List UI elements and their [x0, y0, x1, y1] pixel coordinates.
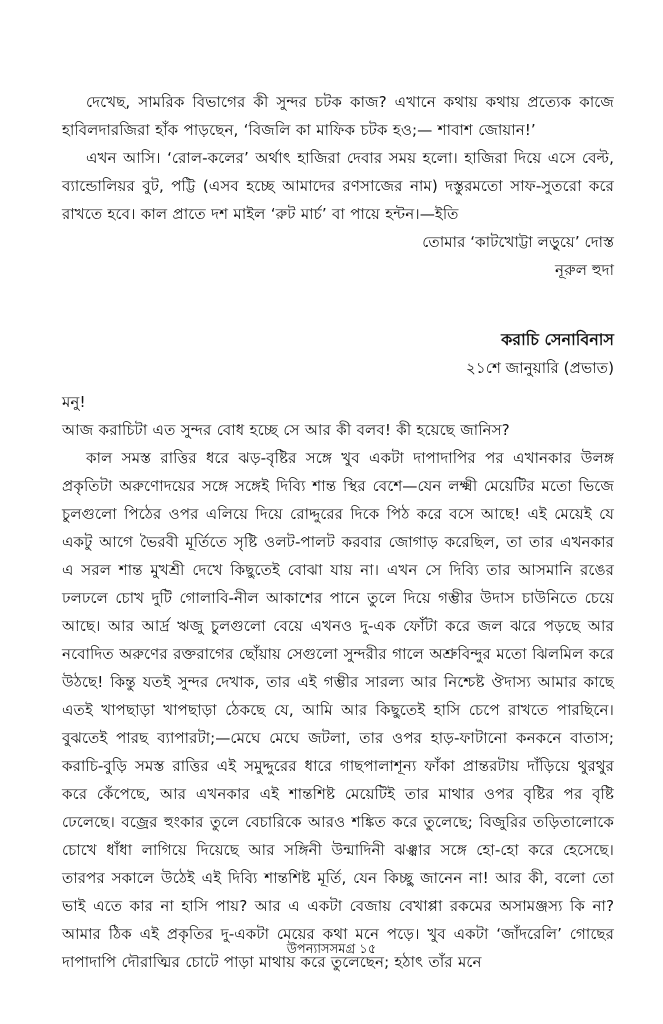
letter-two	[62, 326, 614, 976]
page-footer: উপন্যাসসমগ্র ১৫	[286, 942, 377, 957]
letter-one-closing: তোমার ‘কাটখোট্টা লড়ুয়ে’ দোস্ত	[422, 233, 614, 251]
letter-one-paragraph-1: দেখেছ, সামরিক বিভাগের কী সুন্দর চটক কাজ? এখানে কথায় কথায় প্রত্যেক কাজে হাবিলদারজিরা হাঁক পাড়ছেন, ‘বিজলি কা মাফিক চটক হও;— শাবাশ জোয়ান!’	[62, 93, 614, 139]
letter-two-heading: করাচি সেনাবিনাস	[501, 330, 614, 349]
letter-one	[62, 88, 614, 284]
letter-two-body: কাল সমস্ত রাত্তির ধরে ঝড়-বৃষ্টির সঙ্গে খুব একটা দাপাদাপির পর এখানকার উলঙ্গ প্রকৃতিটা অরুণোদয়ের সঙ্গে সঙ্গেই দিব্যি শান্ত স্থির বেশে—যেন লক্ষ্মী মেয়েটির মতো ভিজে চুলগুলো পিঠের ওপর এলিয়ে দিয়ে রোদ্দুরের দিকে পিঠ করে বসে আছে! এই মেয়েই যে একটু আগে ভৈরবী মূর্তিতে সৃষ্টি ওলট-পালট করবার জোগাড় করেছিল, তা তার এখনকার এ সরল শান্ত মুখশ্রী দেখে কিছুতেই বোঝা যায় না। এখন সে দিব্যি তার আসমানি রঙের ঢলঢলে চোখ দুটি গোলাবি-নীল আকাশের পানে তুলে দিয়ে গম্ভীর উদাস চাউনিতে চেয়ে আছে। আর আর্দ্র ঋজু চুলগুলো বেয়ে এখনও দু-এক ফোঁটা করে জল ঝরে পড়ছে আর নবোদিত অরুণের রক্তরাগের ছোঁয়ায় সেগুলো সুন্দরীর গালে অশ্রুবিন্দুর মতো ঝিলমিল করে উঠছে! কিন্তু যতই সুন্দর দেখাক, তার এই গম্ভীর সারল্য আর নিশ্চেষ্ট ঔদাস্য আমার কাছে এতই খাপছাড়া খাপছাড়া ঠেকছে যে, আমি আর কিছুতেই হাসি চেপে রাখতে পারছিনে। বুঝতেই পারছ ব্যাপারটা;—মেঘে মেঘে জটলা, তার ওপর হাড়-ফাটানো কনকনে বাতাস; করাচি-বুড়ি সমস্ত রাত্তির এই সমুদ্দুরের ধারে গাছপালাশূন্য ফাঁকা প্রান্তরটায় দাঁড়িয়ে থুরথুর করে কেঁপেছে, আর এখনকার এই শান্তশিষ্ট মেয়েটিই তার মাথার ওপর বৃষ্টির পর বৃষ্টি ঢেলেছে। বজ্রের হুংকার তুলে বেচারিকে আরও শঙ্কিত করে তুলেছে; বিজুরির তড়িতালোকে চোখে ধাঁধা লাগিয়ে দিয়েছে আর সঙ্গিনী উন্মাদিনী ঝঞ্ঝার সঙ্গে হো-হো করে হেসেছে। তারপর সকালে উঠেই এই দিব্যি শান্তশিষ্ট মূর্তি, যেন কিচ্ছু জানেন না! আর কী, বলো তো ভাই এতে কার না হাসি পায়? আর এ একটা বেজায় বেখাপ্পা রকমের অসামঞ্জস্য কি না? আমার ঠিক এই প্রকৃতির দু-একটা মেয়ের কথা মনে পড়ে। খুব একটা ‘জাঁদরেলি’ গোছের দাপাদাপি দৌরাত্মির চোটে পাড়া মাথায় করে তুলেছেন; হঠাৎ তাঁর মনে	[62, 449, 614, 971]
letter-two-opening: আজ করাচিটা এত সুন্দর বোধ হচ্ছে সে আর কী বলব! কী হয়েছে জানিস?	[62, 421, 510, 439]
letter-two-salutation: মনু!	[62, 393, 86, 411]
letter-one-paragraph-2: এখন আসি। ‘রোল-কলের’ অর্থাৎ হাজিরা দেবার সময় হলো। হাজিরা দিয়ে এসে বেল্ট, ব্যান্ডোলিয়র বুট, পট্টি (এসব হচ্ছে আমাদের রণসাজের নাম) দস্তুরমতো সাফ-সুতরো করে রাখতে হবে। কাল প্রাতে দশ মাইল ‘রুট মার্চ’ বা পায়ে হন্টন।—ইতি	[62, 149, 614, 223]
letter-two-date: ২১শে জানুয়ারি (প্রভাত)	[466, 359, 614, 377]
letter-one-signature: নূরুল হুদা	[555, 261, 614, 279]
